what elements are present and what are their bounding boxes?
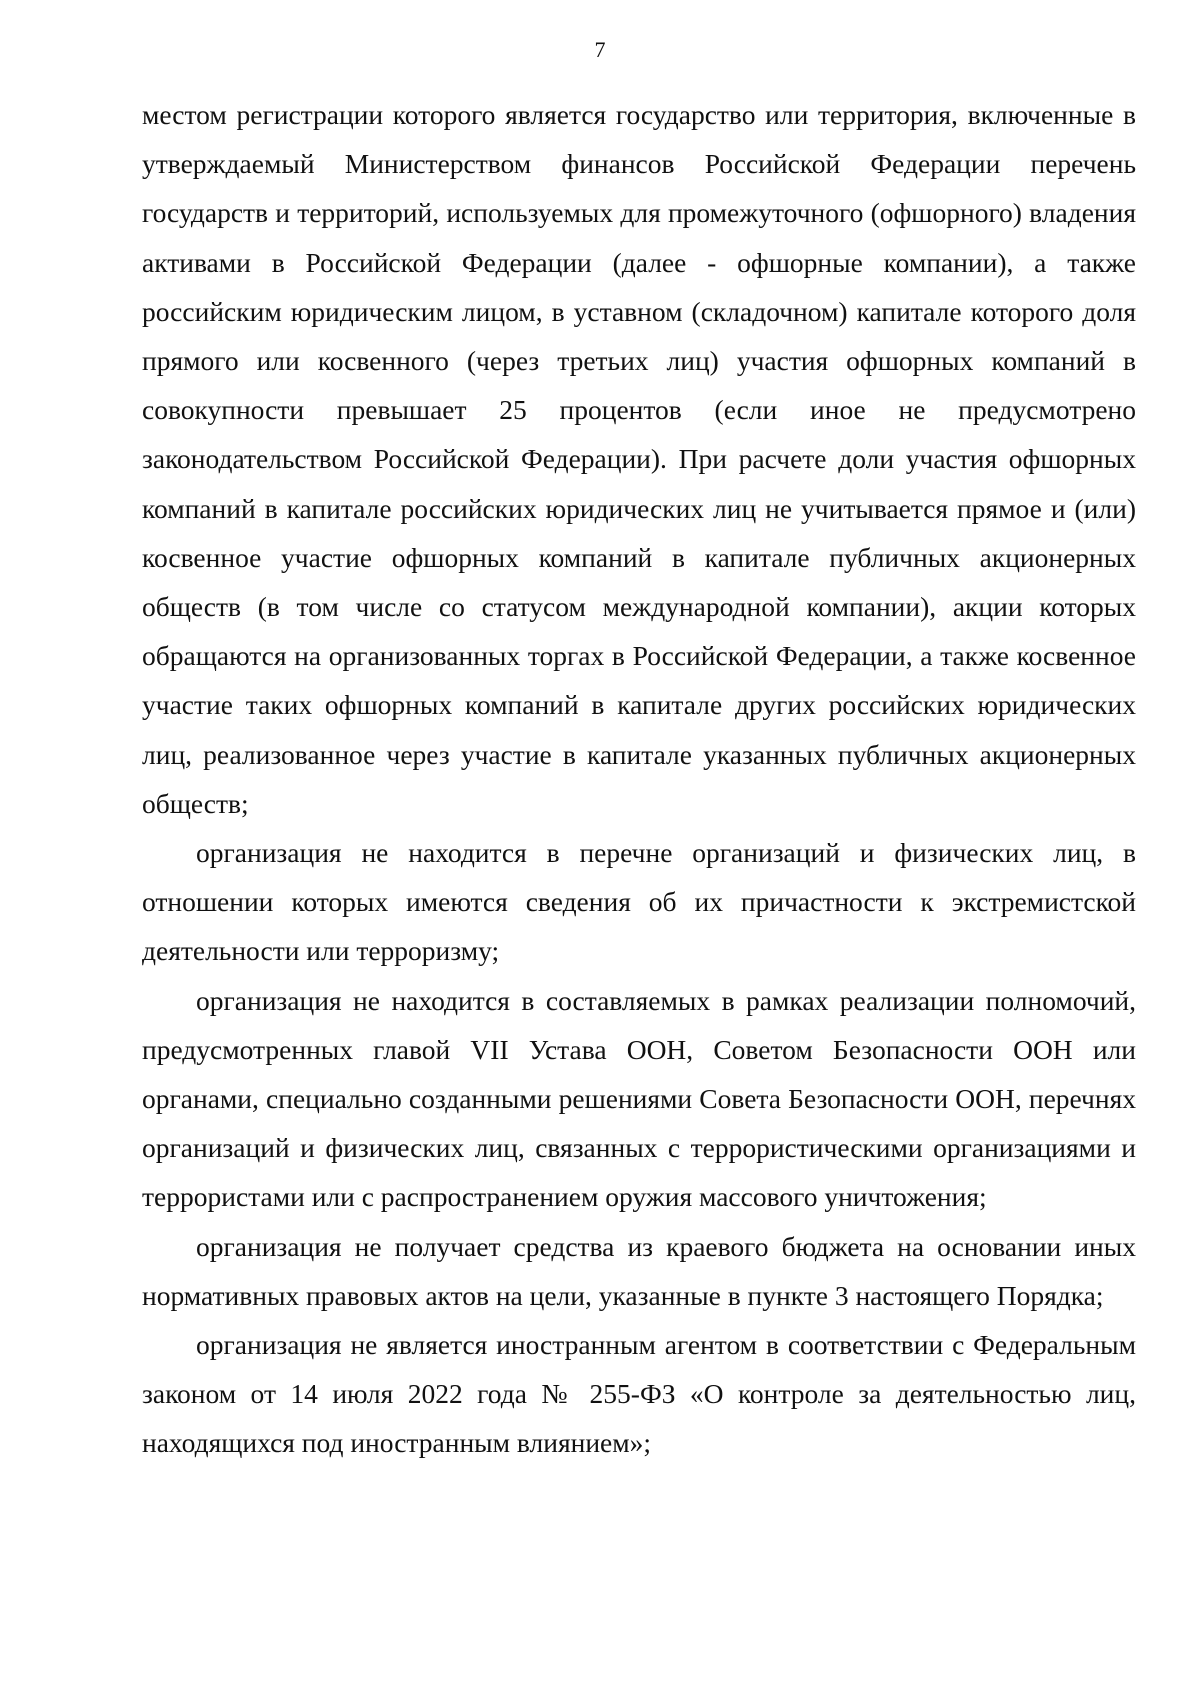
paragraph-regional-budget: организация не получает средства из краевого бюджета на основании иных нормативных правовых актов на цели, указанные в пункте 3 настоящего Порядка;: [142, 1230, 1136, 1311]
paragraph-offshore-companies: местом регистрации которого является государство или территория, включенные в утверждаемый Министерством финансов Российской Федерации перечень государств и территорий, используемых для промежуточного (офшорного) владения активами в Российской Федерации (далее - офшорные компании), а также российским юридическим лицом, в уставном (складочном) капитале которого доля прямого или косвенного (через третьих лиц) участия офшорных компаний в совокупности превышает 25 процентов (если иное не предусмотрено законодательством Российской Федерации). При расчете доли участия офшорных компаний в капитале российских юридических лиц не учитывается прямое и (или) косвенное участие офшорных компаний в капитале публичных акционерных обществ (в том числе со статусом международной компании), акции которых обращаются на организованных торгах в Российской Федерации, а также косвенное участие таких офшорных компаний в капитале других российских юридических лиц, реализованное через участие в капитале указанных публичных акционерных обществ;: [142, 99, 1136, 819]
page-number: 7: [594, 37, 606, 62]
paragraph-extremism-list: организация не находится в перечне организаций и физических лиц, в отношении которых имеются сведения об их причастности к экстремистской деятельности или терроризму;: [142, 837, 1136, 967]
paragraph-un-sanctions-list: организация не находится в составляемых в рамках реализации полномочий, предусмотренных главой VII Устава ООН, Советом Безопасности ООН или органами, специально созданными решениями Совета Безопасности ООН, перечнях организаций и физических лиц, связанных с террористическими организациями и террористами или с распространением оружия массового уничтожения;: [142, 984, 1136, 1213]
paragraph-foreign-agent: организация не является иностранным агентом в соответствии с Федеральным законом от 14 июля 2022 года № 255-ФЗ «О контроле за деятельностью лиц, находящихся под иностранным влиянием»;: [142, 1329, 1136, 1459]
document-body: [142, 90, 1136, 1468]
